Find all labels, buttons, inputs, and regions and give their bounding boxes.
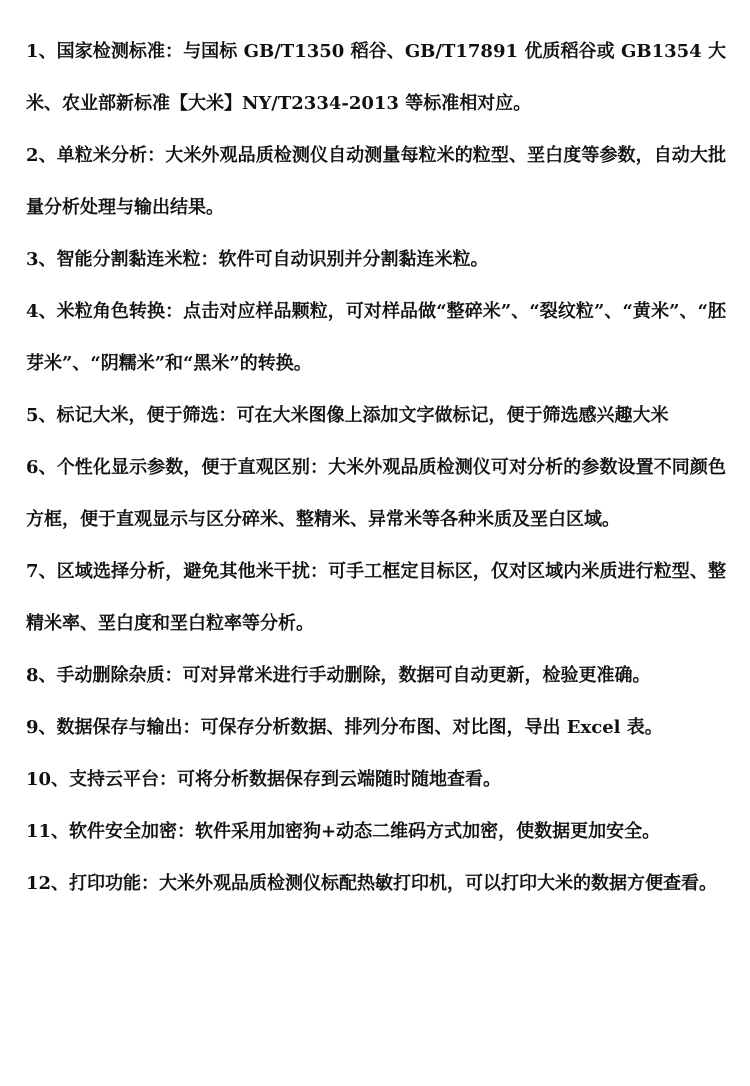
list-item: 7、区域选择分析，避免其他米干扰：可手工框定目标区，仅对区域内米质进行粒型、整精米率、垩白度和垩白粒率等分析。 [26,561,726,634]
list-item: 8、手动删除杂质：可对异常米进行手动删除，数据可自动更新，检验更准确。 [26,665,651,686]
list-item: 4、米粒角色转换：点击对应样品颗粒，可对样品做“整碎米”、“裂纹粒”、“黄米”、“胚芽米”、“阴糯米”和“黑米”的转换。 [26,301,726,374]
list-item: 9、数据保存与输出：可保存分析数据、排列分布图、对比图，导出 Excel 表。 [26,717,663,738]
list-item: 1、国家检测标准：与国标 GB/T1350 稻谷、GB/T17891 优质稻谷或 GB1354 大米、农业部新标准【大米】NY/T2334-2013 等标准相对应。 [26,41,726,114]
list-item: 2、单粒米分析：大米外观品质检测仪自动测量每粒米的粒型、垩白度等参数，自动大批量分析处理与输出结果。 [26,145,726,218]
list-item: 3、智能分割黏连米粒：软件可自动识别并分割黏连米粒。 [26,249,489,270]
list-item: 12、打印功能：大米外观品质检测仪标配热敏打印机，可以打印大米的数据方便查看。 [26,873,718,894]
list-item: 6、个性化显示参数，便于直观区别：大米外观品质检测仪可对分析的参数设置不同颜色方框，便于直观显示与区分碎米、整精米、异常米等各种米质及垩白区域。 [26,457,726,530]
list-item: 5、标记大米，便于筛选：可在大米图像上添加文字做标记，便于筛选感兴趣大米 [26,405,669,426]
list-item: 10、支持云平台：可将分析数据保存到云端随时随地查看。 [26,769,502,790]
list-item: 11、软件安全加密：软件采用加密狗+动态二维码方式加密，使数据更加安全。 [26,821,661,842]
feature-list [26,26,726,910]
